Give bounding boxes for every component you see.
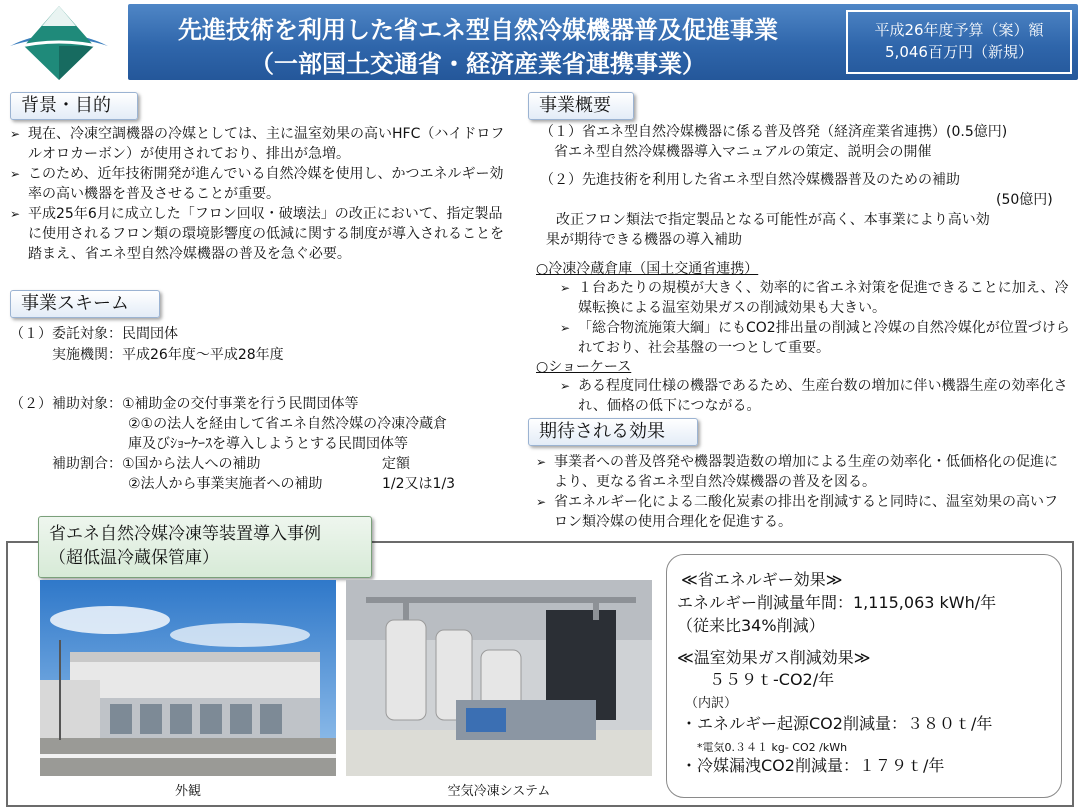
refrigeration-system-caption: 空気冷凍システム — [447, 784, 551, 799]
breakdown-label: （内訳） — [685, 696, 738, 711]
title-band — [128, 4, 1078, 80]
scheme-line-6: 補助割合：①国から法人への補助 — [52, 456, 261, 472]
bullet-arrow-icon: ➢ — [560, 379, 571, 393]
scheme-line-4: ②①の法人を経由して省エネ自然冷媒の冷凍冷蔵倉 — [128, 416, 448, 432]
overview-heading: 事業概要 — [528, 92, 634, 120]
scheme-line-7: ②法人から事業実施者への補助 — [128, 476, 323, 492]
scheme-line-1: （１）委託対象：民間団体 — [10, 326, 178, 342]
scheme-line-7-rate: 1/2又は1/3 — [382, 476, 456, 492]
background-bullet-2: ➢ このため、近年技術開発が進んでいる自然冷媒を使用し、かつエネルギー効率の高い機器を普及させることが重要。 — [10, 166, 504, 202]
energy-reduction-value: エネルギー削減量年間：1,115,063 kWh/年 — [677, 593, 997, 612]
warehouse-bullet-2: ➢ 「総合物流施策大綱」にもCO2排出量の削減と冷媒の自然冷媒化が位置づけられており、社会基盤の一つとして重要。 — [560, 320, 1070, 356]
refrigeration-system-photo — [346, 580, 652, 776]
scheme-line-3: （２）補助対象：①補助金の交付事業を行う民間団体等 — [10, 396, 359, 412]
page-title: 先進技術を利用した省エネ型自然冷媒機器普及促進事業 — [178, 16, 778, 44]
overview-item-2-desc-a: 改正フロン類法で指定製品となる可能性が高く、本事業により高い効 — [556, 212, 990, 228]
overview-item-1-desc: 省エネ型自然冷媒機器導入マニュアルの策定、説明会の開催 — [554, 144, 932, 160]
page-subtitle: （一部国土交通省・経済産業省連携事業） — [250, 50, 706, 78]
energy-reduction-rate: （従来比34%削減） — [677, 616, 825, 635]
budget-amount: 5,046百万円（新規） — [885, 43, 1033, 61]
overview-item-1: （１）省エネ型自然冷媒機器に係る普及啓発（経済産業省連携）(0.5億円) — [540, 124, 1008, 140]
background-bullet-1: ➢ 現在、冷凍空調機器の冷媒としては、主に温室効果の高いHFC（ハイドロフルオロカーボン）が使用されており、排出が急増。 — [10, 126, 505, 162]
ministry-logo-icon — [4, 2, 114, 82]
scheme-heading: 事業スキーム — [10, 290, 160, 318]
warehouse-subheading: ○冷凍冷蔵倉庫（国土交通省連携） — [536, 261, 759, 277]
showcase-subheading: ○ショーケース — [536, 359, 632, 375]
bullet-arrow-icon: ➢ — [560, 321, 571, 335]
overview-item-2-amount: (50億円) — [996, 192, 1053, 208]
scheme-line-2: 実施機関：平成26年度〜平成28年度 — [52, 347, 284, 363]
case-study-tag — [38, 516, 372, 578]
background-bullet-3: ➢ 平成25年6月に成立した「フロン回収・破壊法」の改正において、指定製品に使用されるフロン類の環境影響度の低減に関する制度が導入されることを踏まえ、省エネ型自然冷媒機器の普及を急ぐ必要。 — [10, 206, 504, 262]
scheme-line-5: 庫及びｼｮｰｹｰｽを導入しようとする民間団体等 — [128, 436, 408, 452]
refrigerant-co2-reduction: ・冷媒漏洩CO2削減量：１７９ｔ/年 — [681, 756, 945, 775]
energy-co2-reduction: ・エネルギー起源CO2削減量：３８０ｔ/年 — [681, 714, 993, 733]
bullet-arrow-icon: ➢ — [536, 455, 547, 469]
warehouse-bullet-1: ➢ １台あたりの規模が大きく、効率的に省エネ対策を促進できることに加え、冷媒転換による温室効果ガスの削減効果も大きい。 — [560, 280, 1069, 316]
energy-effect-heading: ≪省エネルギー効果≫ — [681, 570, 843, 589]
header — [0, 0, 1080, 84]
exterior-caption: 外観 — [174, 784, 201, 799]
bullet-arrow-icon: ➢ — [10, 127, 21, 141]
expected-bullet-1: ➢ 事業者への普及啓発や機器製造数の増加による生産の効率化・低価格化の促進により、更なる省エネ型自然冷媒機器の普及を図る。 — [536, 454, 1058, 490]
ghg-reduction-value: ５５９ｔ-CO2/年 — [709, 670, 835, 689]
budget-label: 平成26年度予算（案）額 — [874, 21, 1044, 39]
budget-box — [846, 10, 1072, 74]
overview-item-2-desc-b: 果が期待できる機器の導入補助 — [546, 232, 742, 248]
effect-box — [666, 554, 1062, 798]
bullet-arrow-icon: ➢ — [560, 281, 571, 295]
expected-heading: 期待される効果 — [528, 418, 698, 446]
case-study-subtitle: （超低温冷蔵保管庫） — [49, 548, 219, 568]
ghg-effect-heading: ≪温室効果ガス削減効果≫ — [677, 648, 871, 667]
exterior-photo — [40, 580, 336, 776]
case-study-title: 省エネ自然冷媒冷凍等装置導入事例 — [49, 524, 321, 544]
overview-item-2: （２）先進技術を利用した省エネ型自然冷媒機器普及のための補助 — [540, 172, 960, 188]
bullet-arrow-icon: ➢ — [536, 495, 547, 509]
scheme-line-6-rate: 定額 — [382, 456, 410, 472]
bullet-arrow-icon: ➢ — [10, 207, 21, 221]
expected-bullet-2: ➢ 省エネルギー化による二酸化炭素の排出を削減すると同時に、温室効果の高いフロン類冷媒の使用合理化を促進する。 — [536, 494, 1058, 530]
electricity-factor-note: *電気0.３４１ kg- CO2 /kWh — [697, 741, 848, 754]
bullet-arrow-icon: ➢ — [10, 167, 21, 181]
background-heading: 背景・目的 — [10, 92, 138, 120]
showcase-bullet-1: ➢ ある程度同仕様の機器であるため、生産台数の増加に伴い機器生産の効率化され、価格の低下につながる。 — [560, 378, 1068, 414]
